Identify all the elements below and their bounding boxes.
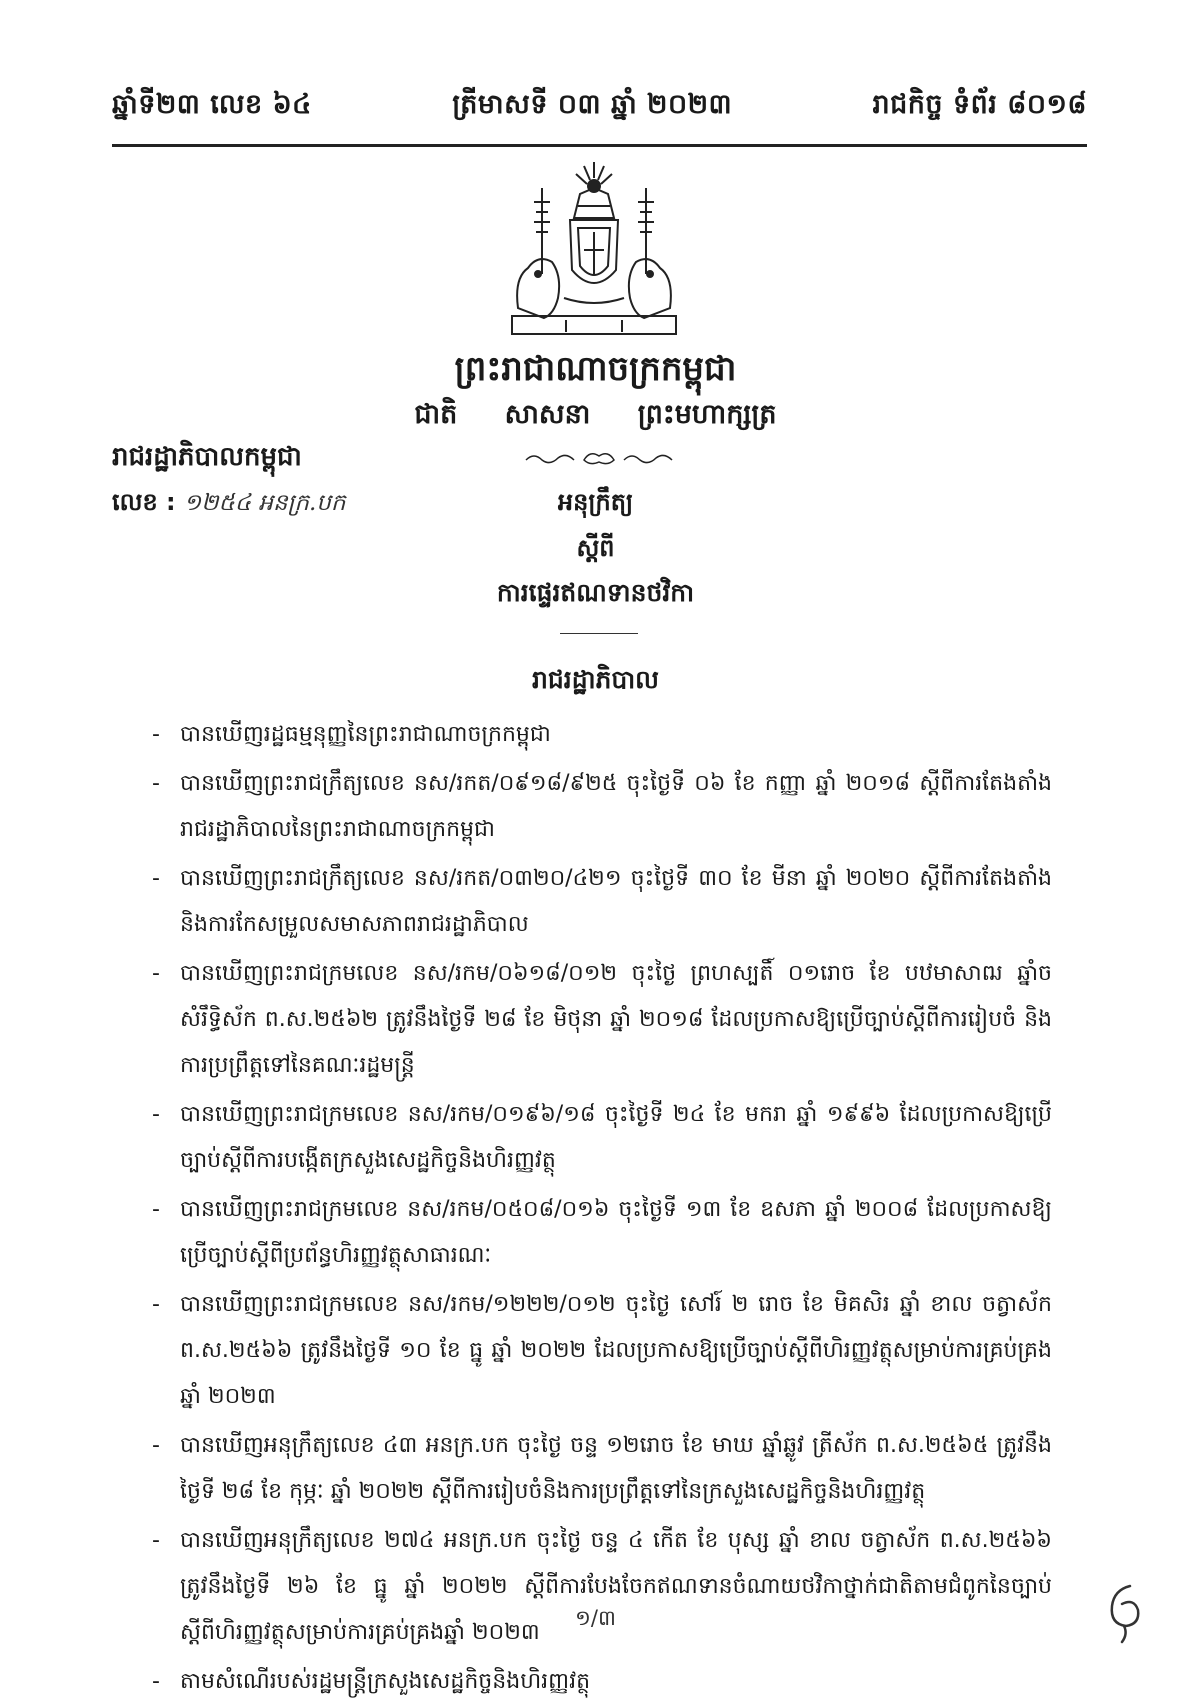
preamble-clause: - បានឃើញព្រះរាជក្រមលេខ នស/រកម/១២២២/០១២ ចុះថ្ងៃ សៅរ៍ ២ រោច ខែ មិគសិរ ឆ្នាំ ខាល ចត្វាស័ក ព.ស.២៥៦៦ ត្រូវនឹងថ្ងៃទី ១០ ខែ ធ្នូ ឆ្នាំ ២០២២ ដែលប្រកាសឱ្យប្រើច្បាប់ស្តីពីហិរញ្ញវត្ថុសម្រាប់ការគ្រប់គ្រងឆ្នាំ ២០២៣: [152, 1292, 1052, 1409]
preamble-clause: - បានឃើញរដ្ឋធម្មនុញ្ញនៃព្រះរាជាណាចក្រកម្ពុជា: [152, 722, 551, 747]
ornament-divider: [524, 448, 674, 468]
preamble-clause: - តាមសំណើរបស់រដ្ឋមន្ត្រីក្រសួងសេដ្ឋកិច្ចនិងហិរញ្ញវត្ថុ: [152, 1669, 591, 1694]
document-type: អនុក្រឹត្យ: [557, 488, 634, 516]
gazette-page: រាជកិច្ច ទំព័រ ៨០១៨: [872, 89, 1087, 120]
page-number: ១/៣: [575, 1606, 616, 1630]
preamble-clause: - បានឃើញព្រះរាជក្រឹត្យលេខ នស/រកត/០៩១៨/៩២៥ ចុះថ្ងៃទី ០៦ ខែ កញ្ញា ឆ្នាំ ២០១៨ ស្តីពីការតែងតាំងរាជរដ្ឋាភិបាលនៃព្រះរាជាណាចក្រកម្ពុជា: [152, 771, 1052, 842]
issuing-authority: រាជរដ្ឋាភិបាល: [532, 665, 659, 694]
issuing-government: រាជរដ្ឋាភិបាលកម្ពុជា: [112, 442, 302, 472]
handwritten-initial-icon: [1100, 1580, 1152, 1644]
number-value: ១២៥៤ អនក្រ.បក: [183, 490, 346, 516]
subject-preposition: ស្តីពី: [576, 534, 615, 562]
kingdom-name: ព្រះរាជាណាចក្រកម្ពុជា: [454, 349, 737, 389]
header-divider: [112, 144, 1087, 147]
gazette-quarter: ត្រីមាសទី ០៣ ឆ្នាំ ២០២៣: [452, 89, 733, 120]
number-label: លេខ :: [112, 488, 176, 516]
preamble-clause: - បានឃើញព្រះរាជក្រមលេខ នស/រកម/០១៩៦/១៨ ចុះថ្ងៃទី ២៤ ខែ មករា ឆ្នាំ ១៩៩៦ ដែលប្រកាសឱ្យប្រើច្បាប់ស្តីពីការបង្កើតក្រសួងសេដ្ឋកិច្ចនិងហិរញ្ញវត្ថុ: [152, 1102, 1052, 1173]
preamble-clause: - បានឃើញអនុក្រឹត្យលេខ ៤៣ អនក្រ.បក ចុះថ្ងៃ ចន្ទ ១២រោច ខែ មាឃ ឆ្នាំឆ្លូវ ត្រីស័ក ព.ស.២៥៦៥ ត្រូវនឹងថ្ងៃទី ២៨ ខែ កុម្ភៈ ឆ្នាំ ២០២២ ស្តីពីការរៀបចំនិងការប្រព្រឹត្តទៅនៃក្រសួងសេដ្ឋកិច្ចនិងហិរញ្ញវត្ថុ: [152, 1433, 1052, 1504]
preamble-list: [152, 712, 1052, 1708]
subject-divider: [560, 633, 638, 634]
national-motto: ជាតិ សាសនា ព្រះមហាក្សត្រ: [414, 399, 777, 430]
document-subject: ការផ្ទេរឥណទានថវិកា: [496, 578, 695, 607]
gazette-header: [112, 88, 1087, 127]
preamble-clause: - បានឃើញអនុក្រឹត្យលេខ ២៧៤ អនក្រ.បក ចុះថ្ងៃ ចន្ទ ៤ កើត ខែ បុស្ស ឆ្នាំ ខាល ចត្វាស័ក ព.ស.២៥៦៦ ត្រូវនឹងថ្ងៃទី ២៦ ខែ ធ្នូ ឆ្នាំ ២០២២ ស្តីពីការបែងចែកឥណទានចំណាយថវិកាថ្នាក់ជាតិតាមជំពូកនៃច្បាប់ស្តីពីហិរញ្ញវត្ថុសម្រាប់ការគ្រប់គ្រងឆ្នាំ ២០២៣: [152, 1528, 1052, 1645]
preamble-clause: - បានឃើញព្រះរាជក្រមលេខ នស/រកម/០៦១៨/០១២ ចុះថ្ងៃ ព្រហស្បតិ៍ ០១រោច ខែ បឋមាសាឍ ឆ្នាំច សំរឹទ្ធិស័ក ព.ស.២៥៦២ ត្រូវនឹងថ្ងៃទី ២៨ ខែ មិថុនា ឆ្នាំ ២០១៨ ដែលប្រកាសឱ្យប្រើច្បាប់ស្តីពីការរៀបចំ និងការប្រព្រឹត្តទៅនៃគណៈរដ្ឋមន្ត្រី: [152, 961, 1052, 1078]
preamble-clause: - បានឃើញព្រះរាជក្រមលេខ នស/រកម/០៥០៨/០១៦ ចុះថ្ងៃទី ១៣ ខែ ឧសភា ឆ្នាំ ២០០៨ ដែលប្រកាសឱ្យប្រើច្បាប់ស្តីពីប្រព័ន្ធហិរញ្ញវត្ថុសាធារណៈ: [152, 1197, 1052, 1268]
preamble-clause: - បានឃើញព្រះរាជក្រឹត្យលេខ នស/រកត/០៣២០/៤២១ ចុះថ្ងៃទី ៣០ ខែ មីនា ឆ្នាំ ២០២០ ស្តីពីការតែងតាំងនិងការកែសម្រួលសមាសភាពរាជរដ្ឋាភិបាល: [152, 866, 1052, 937]
royal-emblem-icon: [504, 158, 684, 348]
gazette-year-issue: ឆ្នាំទី២៣ លេខ ៦៤: [112, 89, 312, 120]
